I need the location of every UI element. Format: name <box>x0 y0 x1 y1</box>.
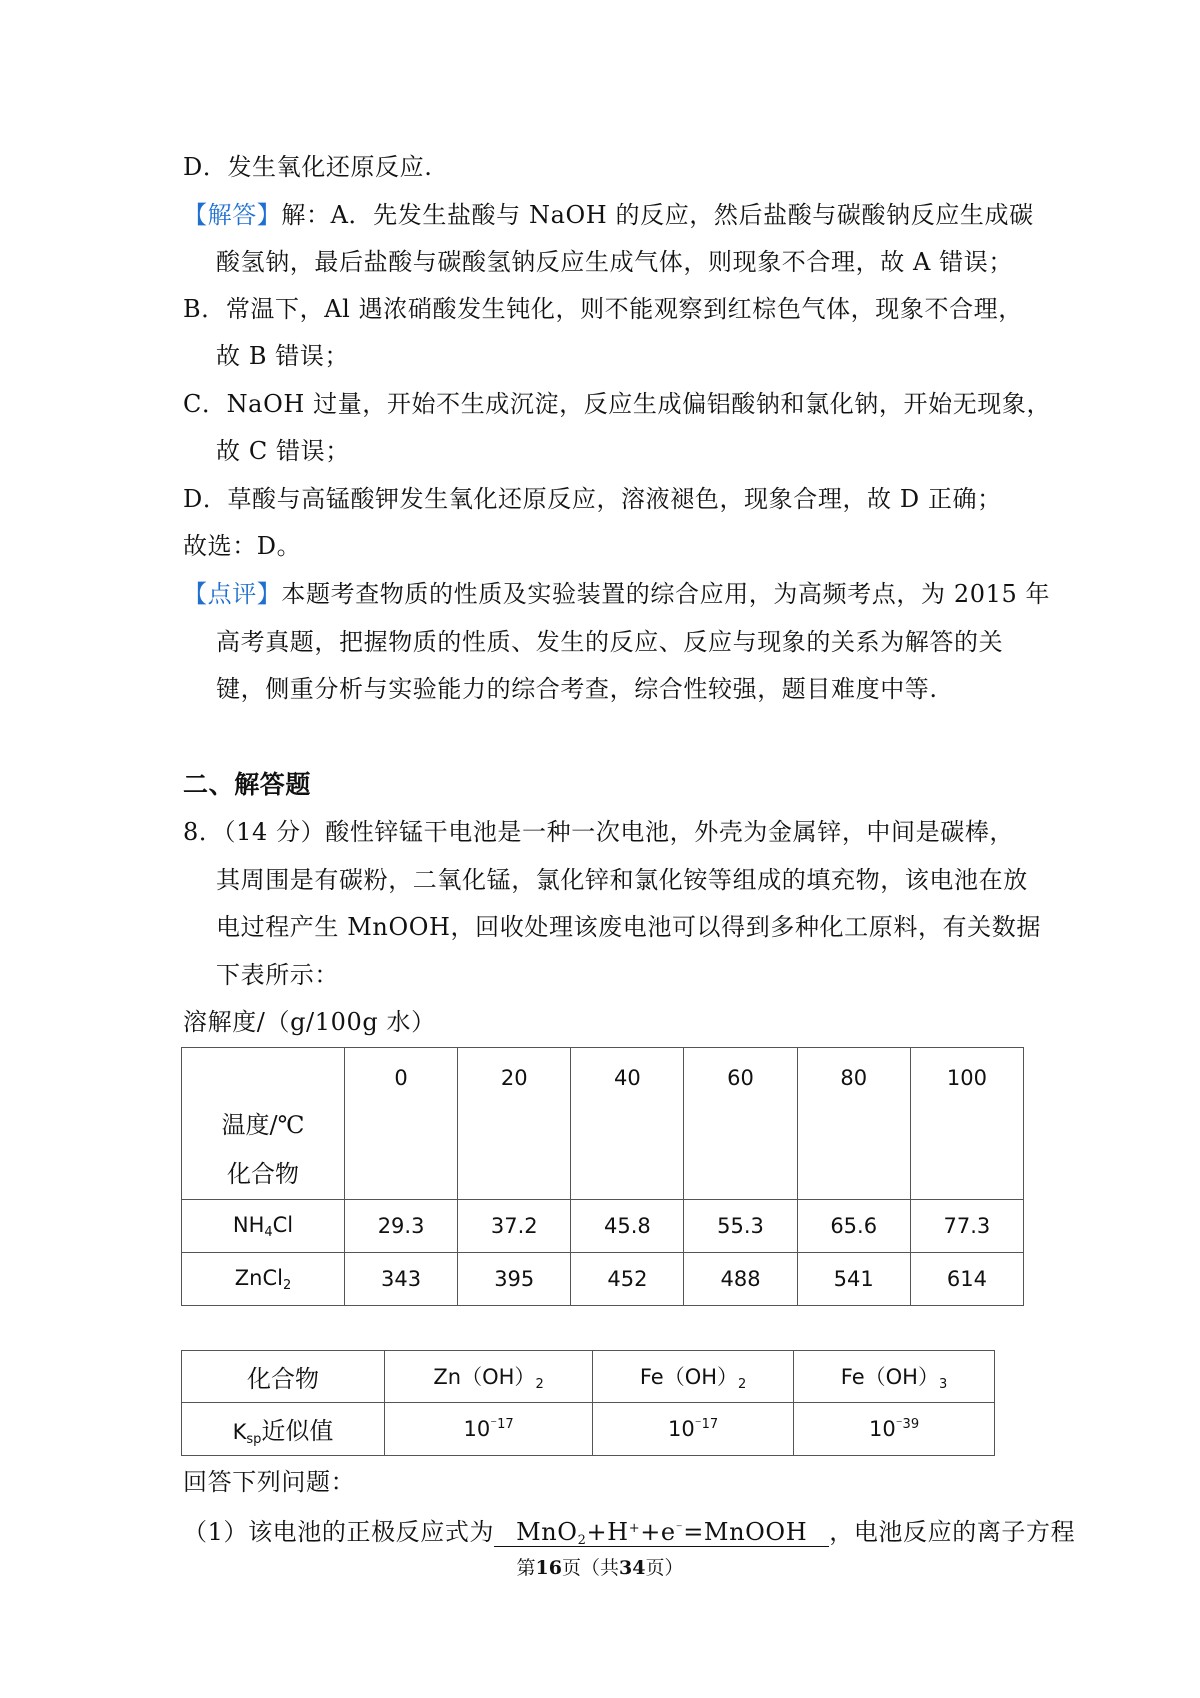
value-cell: 77.3 <box>910 1200 1023 1253</box>
solubility-table <box>181 1047 1024 1306</box>
section-title: 二、解答题 <box>183 770 312 799</box>
review-line-3: 键，侧重分析与实验能力的综合考查，综合性较强，题目难度中等. <box>216 675 938 703</box>
compound-cell: $Fe(OH)_3$ <box>794 1351 995 1403</box>
answer-b-line-2: 故 B 错误； <box>216 342 350 370</box>
review-line-2: 高考真题，把握物质的性质、发生的反应、反应与现象的关系为解答的关 <box>216 628 1004 656</box>
value-cell: 488 <box>684 1253 797 1306</box>
answer-line-1 <box>183 199 1034 231</box>
temp-cell: 60 <box>684 1048 797 1200</box>
answer-prompt: 回答下列问题： <box>183 1468 356 1496</box>
answer-c-line-2: 故 C 错误； <box>216 437 350 465</box>
answer-tag: 【解答】 <box>183 201 282 229</box>
answer-c-line-1: C．NaOH 过量，开始不生成沉淀，反应生成偏铝酸钠和氯化钠，开始无现象， <box>183 390 1052 418</box>
question-8-line-3: 电过程产生 MnOOH，回收处理该废电池可以得到多种化工原料，有关数据 <box>216 913 1041 941</box>
compound-cell: $Zn(OH)_2$ <box>385 1351 593 1403</box>
compound-cell: $Fe(OH)_2$ <box>593 1351 794 1403</box>
value-cell: 395 <box>458 1253 571 1306</box>
ksp-table <box>181 1350 995 1456</box>
temp-cell: 0 <box>345 1048 458 1200</box>
header-compound-label: 化合物 <box>227 1160 299 1188</box>
answer-blank: MnO$_2$+H++e⁻=MnOOH <box>494 1518 829 1547</box>
review-text-1: 本题考查物质的性质及实验装置的综合应用，为高频考点，为 2015 年 <box>281 580 1051 608</box>
temp-cell: 40 <box>571 1048 684 1200</box>
page-footer: 第16页（共34页） <box>516 1557 684 1579</box>
ksp-value-cell: $10^{^-17}$ <box>385 1403 593 1456</box>
temp-cell: 100 <box>910 1048 1023 1200</box>
value-cell: 55.3 <box>684 1200 797 1253</box>
question-1-line <box>183 1513 1075 1557</box>
header-corner-cell <box>182 1048 345 1200</box>
header-temp-label: 温度/℃ <box>221 1111 305 1139</box>
ksp-value-cell: $10^{^-39}$ <box>794 1403 995 1456</box>
value-cell: 65.6 <box>797 1200 910 1253</box>
question-8-line-1: 8．（14 分）酸性锌锰干电池是一种一次电池，外壳为金属锌，中间是碳棒， <box>183 818 1015 846</box>
table-row <box>182 1253 1024 1306</box>
answer-b-line-1: B．常温下，Al 遇浓硝酸发生钝化，则不能观察到红棕色气体，现象不合理， <box>183 295 1023 323</box>
answer-line-2: 酸氢钠，最后盐酸与碳酸氢钠反应生成气体，则现象不合理，故 A 错误； <box>216 248 1013 276</box>
value-cell: 37.2 <box>458 1200 571 1253</box>
value-cell: 343 <box>345 1253 458 1306</box>
question-1-prefix: （1）该电池的正极反应式为 <box>183 1518 495 1546</box>
question-1-suffix: ，电池反应的离子方程 <box>829 1518 1076 1546</box>
compound-cell: ZnCl$_2$ <box>182 1253 345 1306</box>
review-line-1 <box>183 578 1050 610</box>
value-cell: 452 <box>571 1253 684 1306</box>
ksp-label-cell: $K_{sp}$近似值 <box>182 1403 385 1456</box>
question-8-line-4: 下表所示： <box>216 961 339 989</box>
table-row <box>182 1403 995 1456</box>
value-cell: 45.8 <box>571 1200 684 1253</box>
table-header-row <box>182 1048 1024 1200</box>
choose-line: 故选：D。 <box>183 532 302 560</box>
table-header-row <box>182 1351 995 1403</box>
temp-cell: 20 <box>458 1048 571 1200</box>
page-number: 16 <box>535 1557 562 1579</box>
ksp-value-cell: $10^{^-17}$ <box>593 1403 794 1456</box>
temp-cell: 80 <box>797 1048 910 1200</box>
answer-d-line: D．草酸与高锰酸钾发生氧化还原反应，溶液褪色，现象合理，故 D 正确； <box>183 485 1002 513</box>
solubility-label: 溶解度/（g/100g 水） <box>183 1008 436 1036</box>
compound-cell: $NH_4Cl$ <box>182 1200 345 1253</box>
answer-text-1: 解：A．先发生盐酸与 NaOH 的反应，然后盐酸与碳酸钠反应生成碳 <box>281 201 1034 229</box>
review-tag: 【点评】 <box>183 580 282 608</box>
question-8-line-2: 其周围是有碳粉，二氧化锰，氯化锌和氯化铵等组成的填充物，该电池在放 <box>216 866 1028 894</box>
value-cell: 541 <box>797 1253 910 1306</box>
total-pages: 34 <box>619 1557 646 1579</box>
compound-header-cell: 化合物 <box>182 1351 385 1403</box>
option-d-line: D．发生氧化还原反应. <box>183 153 433 181</box>
table-row <box>182 1200 1024 1253</box>
value-cell: 29.3 <box>345 1200 458 1253</box>
value-cell: 614 <box>910 1253 1023 1306</box>
